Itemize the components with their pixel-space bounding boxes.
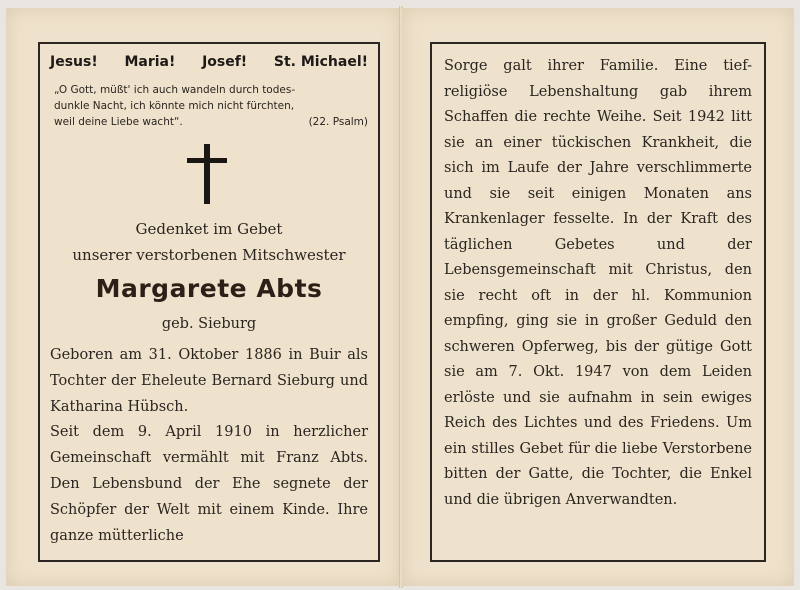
- remembrance-line-1: Gedenket im Gebet: [135, 220, 283, 238]
- psalm-line: weil deine Liebe wacht“.: [54, 116, 183, 128]
- psalm-line: „O Gott, müßt' ich auch wandeln durch todes-: [54, 84, 296, 96]
- remembrance-line-2: unserer verstorbenen Mitschwester: [72, 246, 346, 264]
- birth-paragraph: Geboren am 31. Oktober 1886 in Buir als Tochter der Eheleute Bernard Sieburg und Katharina Hübsch.: [50, 347, 368, 415]
- invocation-line: [50, 54, 368, 70]
- marriage-paragraph: Seit dem 9. April 1910 in herzlicher Gemeinschaft vermählt mit Franz Abts. Den Lebensbund der Ehe segnete der Schöpfer der Welt mit einem Kinde. Ihre ganze mütterliche: [50, 424, 368, 544]
- psalm-line-last: [54, 114, 368, 130]
- cross-icon: [187, 144, 227, 204]
- maiden-name: geb. Sieburg: [161, 316, 257, 332]
- right-page: [402, 8, 794, 586]
- invocation-jesus: Jesus!: [50, 54, 98, 70]
- left-border-frame: [38, 42, 380, 562]
- psalm-line: dunkle Nacht, ich könnte mich nicht fürchten,: [54, 100, 295, 112]
- invocation-josef: Josef!: [202, 54, 248, 70]
- invocation-michael: St. Michael!: [273, 54, 368, 70]
- left-page: [6, 8, 400, 586]
- right-border-frame: [430, 42, 766, 562]
- psalm-reference: (22. Psalm): [308, 116, 368, 128]
- deceased-name: Margarete Abts: [95, 274, 323, 303]
- remembrance-heading: [40, 216, 378, 268]
- invocation-maria: Maria!: [124, 54, 176, 70]
- obituary-text: Sorge galt ihrer Familie. Eine tief-religiöse Lebenshaltung gab ihrem Schaffen die rechte Weihe. Seit 1942 litt sie an einer tückischen Krankheit, die sich im Laufe der Jahre verschlimmerte und sie seit einigen Monaten ans Krankenlager fesselte. In der Kraft des täglichen Gebetes und der Lebensgemeinschaft mit Christus, den sie recht oft in der hl. Kommunion empfing, ging sie in großer Geduld den schweren Opferweg, bis der gütige Gott sie am 7. Okt. 1947 von dem Leiden erlöste und sie aufnahm in sein ewiges Reich des Lichtes und des Friedens. Um ein stilles Gebet für die liebe Verstorbene bitten der Gatte, die Tochter, die Enkel und die übrigen Anverwandten.: [444, 58, 752, 508]
- psalm-quote: [54, 82, 368, 130]
